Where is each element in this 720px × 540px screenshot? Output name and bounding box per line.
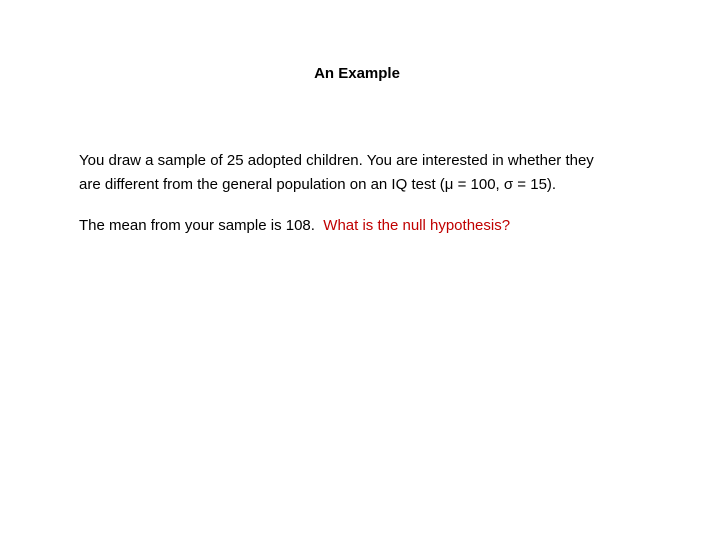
sample-mean-statement: The mean from your sample is 108. <box>79 217 324 234</box>
problem-line-1: You draw a sample of 25 adopted children. You are interested in whether they <box>79 152 594 169</box>
null-hypothesis-question: What is the null hypothesis? <box>323 217 511 234</box>
slide-title: An Example <box>314 65 400 82</box>
problem-line-2: are different from the general population on an IQ test (μ = 100, σ = 15). <box>79 176 557 193</box>
problem-paragraph <box>79 149 679 197</box>
question-paragraph <box>79 214 679 238</box>
